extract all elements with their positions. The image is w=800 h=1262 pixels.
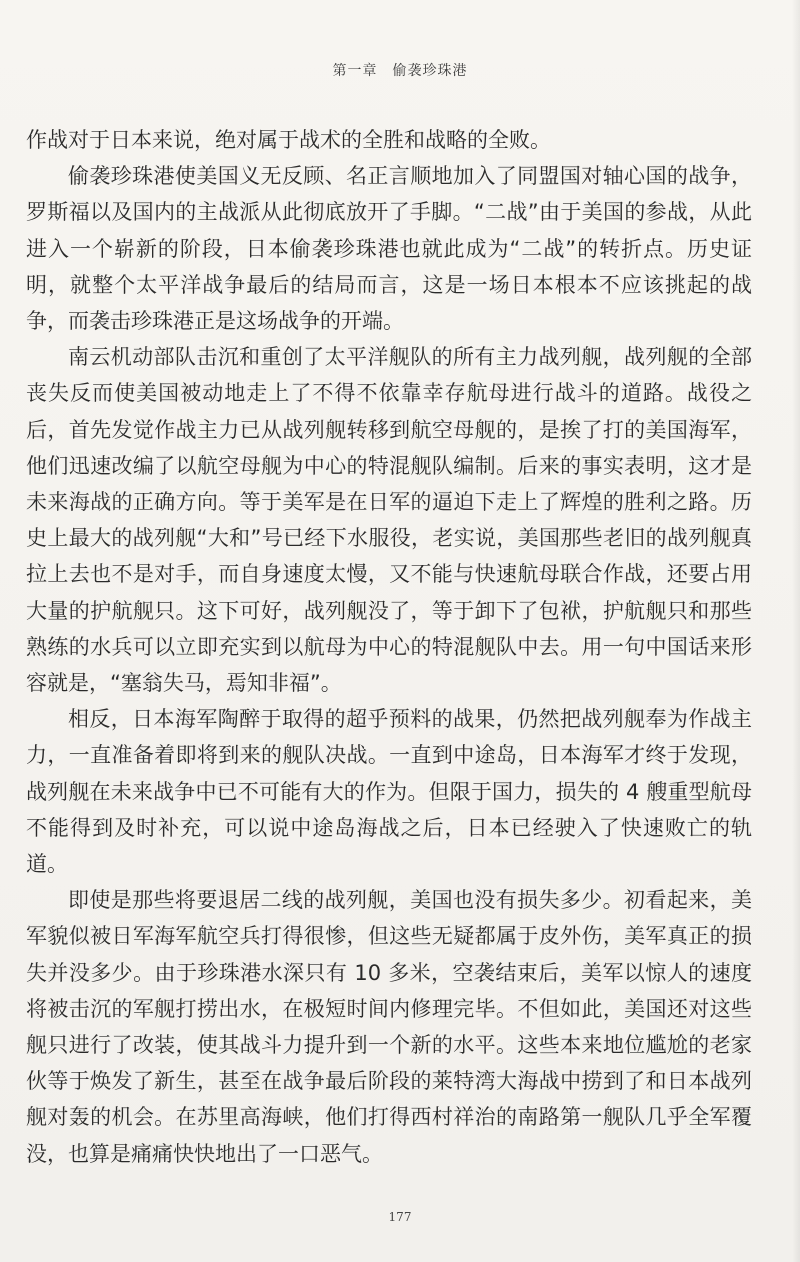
paragraph: 南云机动部队击沉和重创了太平洋舰队的所有主力战列舰，战列舰的全部丧失反而使美国被动地走上了不得不依靠幸存航母进行战斗的道路。战役之后，首先发觉作战主力已从战列舰转移到航空母舰的，是挨了打的美国海军，他们迅速改编了以航空母舰为中心的特混舰队编制。后来的事实表明，这才是未来海战的正确方向。等于美军是在日军的逼迫下走上了辉煌的胜利之路。历史上最大的战列舰“大和”号已经下水服役，老实说，美国那些老旧的战列舰真拉上去也不是对手，而自身速度太慢，又不能与快速航母联合作战，还要占用大量的护航舰只。这下可好，战列舰没了，等于卸下了包袱，护航舰只和那些熟练的水兵可以立即充实到以航母为中心的特混舰队中去。用一句中国话来形容就是，“塞翁失马，焉知非福”。 bbox=[26, 345, 752, 696]
paragraph: 偷袭珍珠港使美国义无反顾、名正言顺地加入了同盟国对轴心国的战争，罗斯福以及国内的主战派从此彻底放开了手脚。“二战”由于美国的参战，从此进入一个崭新的阶段，日本偷袭珍珠港也就此成为“二战”的转折点。历史证明，就整个太平洋战争最后的结局而言，这是一场日本根本不应该挑起的战争，而袭击珍珠港正是这场战争的开端。 bbox=[26, 164, 752, 334]
page-number: 177 bbox=[388, 1210, 412, 1224]
paragraph: 即使是那些将要退居二线的战列舰，美国也没有损失多少。初看起来，美军貌似被日军海军航空兵打得很惨，但这些无疑都属于皮外伤，美军真正的损失并没多少。由于珍珠港水深只有 10 多米，空袭结束后，美军以惊人的速度将被击沉的军舰打捞出水，在极短时间内修理完毕。不但如此，美国还对这些舰只进行了改装，使其战斗力提升到一个新的水平。这些本来地位尴尬的老家伙等于焕发了新生，甚至在战争最后阶段的莱特湾大海战中捞到了和日本战列舰对轰的机会。在苏里高海峡，他们打得西村祥治的南路第一舰队几乎全军覆没，也算是痛痛快快地出了一口恶气。 bbox=[26, 888, 752, 1166]
paragraph-continuation: 作战对于日本来说，绝对属于战术的全胜和战略的全败。 bbox=[26, 128, 551, 152]
paragraph: 相反，日本海军陶醉于取得的超乎预料的战果，仍然把战列舰奉为作战主力，一直准备着即将到来的舰队决战。一直到中途岛，日本海军才终于发现，战列舰在未来战争中已不可能有大的作为。但限于国力，损失的 4 艘重型航母不能得到及时补充，可以说中途岛海战之后，日本已经驶入了快速败亡的轨道。 bbox=[26, 707, 752, 877]
page-edge-shadow bbox=[792, 0, 800, 1262]
body-text bbox=[26, 122, 752, 1172]
running-header: 第一章 偷袭珍珠港 bbox=[332, 63, 468, 79]
